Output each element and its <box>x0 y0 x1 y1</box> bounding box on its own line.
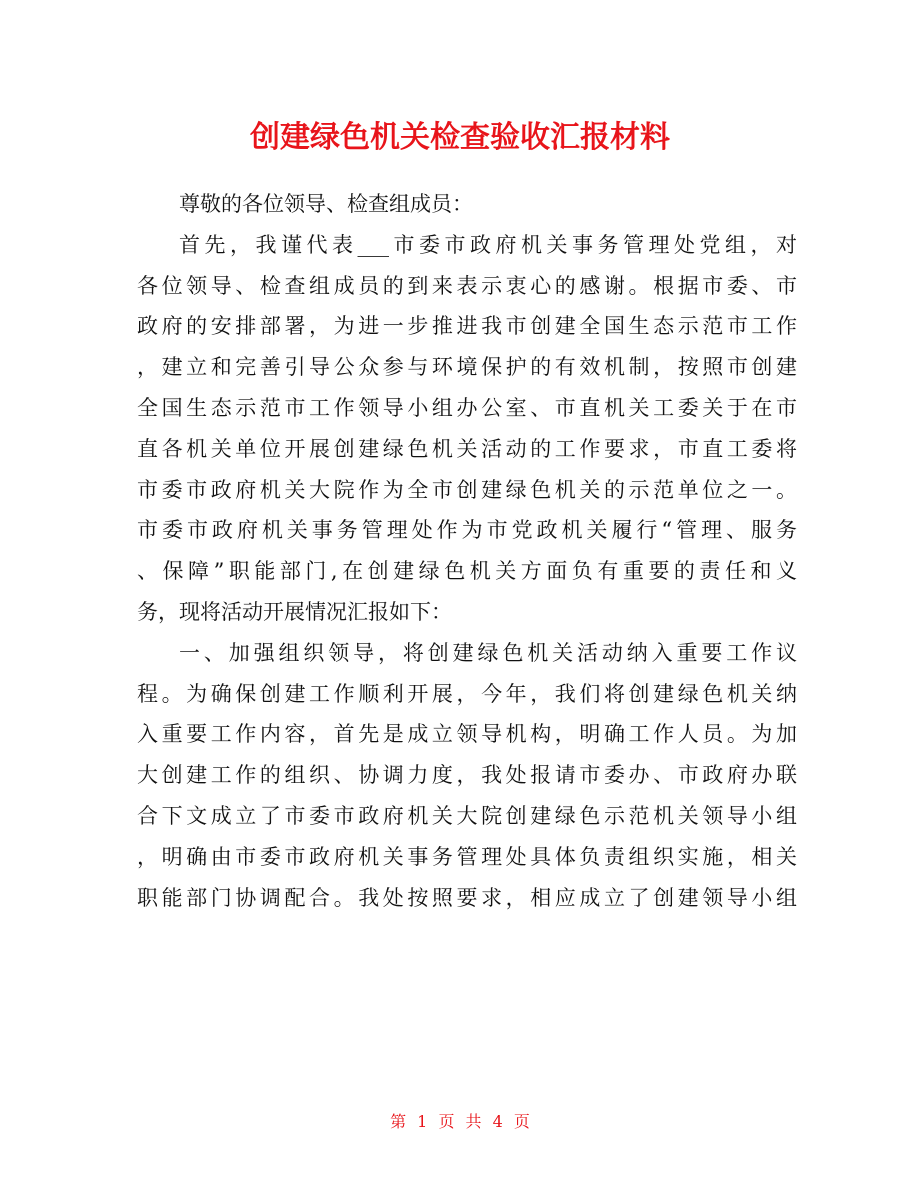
document-body <box>137 184 797 918</box>
text-line: 市委市政府机关事务管理处作为市党政机关履行“管理、服务 <box>137 518 797 543</box>
document-title: 创建绿色机关检查验收汇报材料 <box>250 120 670 155</box>
text-line: 各位领导、检查组成员的到来表示衷心的感谢。根据市委、市 <box>137 273 797 298</box>
text-line: 首先，我谨代表___市委市政府机关事务管理处党组，对 <box>179 232 797 257</box>
text-line: 尊敬的各位领导、检查组成员： <box>179 192 473 216</box>
text-line: 全国生态示范市工作领导小组办公室、市直机关工委关于在市 <box>137 395 797 420</box>
text-line: 市委市政府机关大院作为全市创建绿色机关的示范单位之一。 <box>137 477 797 502</box>
text-line: ，明确由市委市政府机关事务管理处具体负责组织实施，相关 <box>137 844 797 869</box>
text-line: ，建立和完善引导公众参与环境保护的有效机制，按照市创建 <box>137 355 797 380</box>
text-line: 一、加强组织领导，将创建绿色机关活动纳入重要工作议 <box>179 640 797 665</box>
text-line: 政府的安排部署，为进一步推进我市创建全国生态示范市工作 <box>137 314 797 339</box>
text-line: 职能部门协调配合。我处按照要求，相应成立了创建领导小组 <box>137 885 797 910</box>
text-line: 、保障”职能部门,在创建绿色机关方面负有重要的责任和义 <box>137 559 797 584</box>
text-line: 合下文成立了市委市政府机关大院创建绿色示范机关领导小组 <box>137 803 797 828</box>
text-line: 大创建工作的组织、协调力度，我处报请市委办、市政府办联 <box>137 763 797 788</box>
text-line: 程。为确保创建工作顺利开展，今年，我们将创建绿色机关纳 <box>137 681 797 706</box>
page-number-footer: 第 1 页 共 4 页 <box>390 1112 530 1131</box>
text-line: 直各机关单位开展创建绿色机关活动的工作要求，市直工委将 <box>137 436 797 461</box>
text-line: 入重要工作内容，首先是成立领导机构，明确工作人员。为加 <box>137 722 797 747</box>
text-line: 务，现将活动开展情况汇报如下： <box>137 599 452 624</box>
